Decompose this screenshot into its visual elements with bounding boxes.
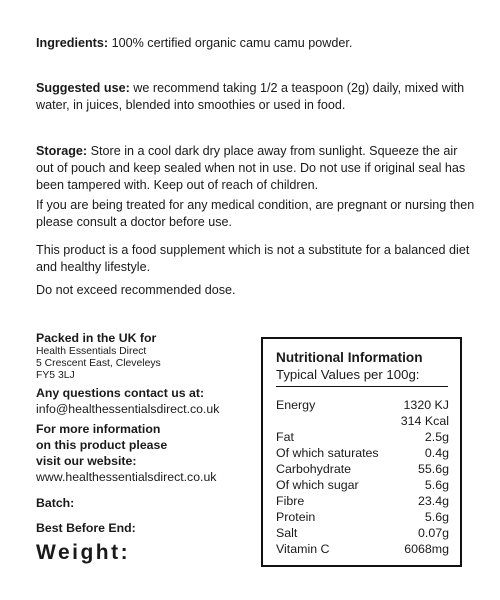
nutrient-value: 55.6g — [417, 462, 449, 476]
website-info — [36, 421, 256, 485]
nutrient-value: 23.4g — [417, 494, 449, 508]
website-url[interactable]: www.healthessentialsdirect.co.uk — [36, 470, 217, 484]
nutrition-row-sugar — [276, 477, 449, 493]
nutrition-row-vitamin-c — [276, 541, 449, 557]
nutrient-name: Fat — [276, 430, 294, 444]
ingredients-label: Ingredients: — [36, 36, 109, 50]
nutrient-name: Vitamin C — [276, 542, 330, 556]
contact-info — [36, 385, 256, 417]
nutrition-row-saturates — [276, 445, 449, 461]
nutrition-row-protein — [276, 509, 449, 525]
batch-label: Batch: — [36, 496, 75, 510]
suggested-use-paragraph — [36, 80, 476, 114]
nutrient-value: 5.6g — [424, 510, 449, 524]
best-before-label: Best Before End: — [36, 521, 136, 535]
nutrient-value: 0.07g — [417, 526, 449, 540]
packer-address: 5 Crescent East, Cleveleys — [36, 358, 161, 369]
nutrition-row-energy-kj — [276, 397, 449, 413]
nutrient-name: Carbohydrate — [276, 462, 352, 476]
nutrition-subtitle: Typical Values per 100g: — [276, 367, 420, 382]
supplement-notice: This product is a food supplement which is not a substitute for a balanced diet and healthy lifestyle. — [36, 243, 470, 274]
nutrition-title: Nutritional Information — [276, 350, 423, 365]
packer-company: Health Essentials Direct — [36, 346, 147, 357]
nutrient-value: 314 Kcal — [400, 414, 449, 428]
weight-label: Weight: — [36, 541, 131, 564]
nutrient-value: 6068mg — [404, 542, 449, 556]
storage-text: Store in a cool dark dry place away from sunlight. Squeeze the air out of pouch and keep sealed when not in use. Do not use if original seal has been tampered with. Keep out of reach of children. — [36, 144, 466, 192]
contact-email[interactable]: info@healthessentialsdirect.co.uk — [36, 402, 220, 416]
storage-paragraph — [36, 143, 476, 194]
contact-heading: Any questions contact us at: — [36, 386, 205, 400]
nutrient-value: 2.5g — [424, 430, 449, 444]
nutrition-row-energy-kcal — [276, 413, 449, 429]
nutrition-divider — [276, 386, 448, 387]
nutrient-value: 5.6g — [424, 478, 449, 492]
nutrient-name: Salt — [276, 526, 298, 540]
nutrition-row-fat — [276, 429, 449, 445]
nutrient-name: Energy — [276, 398, 316, 412]
suggested-use-label: Suggested use: — [36, 81, 130, 95]
nutrition-row-salt — [276, 525, 449, 541]
packer-info — [36, 330, 256, 382]
website-heading-3: visit our website: — [36, 454, 137, 468]
nutrient-name: Protein — [276, 510, 316, 524]
website-heading-2: on this product please — [36, 438, 168, 452]
suggested-use-text: we recommend taking 1/2 a teaspoon (2g) daily, mixed with water, in juices, blended into smoothies or used in food. — [36, 81, 465, 112]
packer-postcode: FY5 3LJ — [36, 370, 75, 381]
ingredients-paragraph — [36, 35, 476, 52]
storage-label: Storage: — [36, 144, 88, 158]
ingredients-text: 100% certified organic camu camu powder. — [108, 36, 353, 50]
packer-heading: Packed in the UK for — [36, 331, 157, 345]
nutrition-panel — [261, 337, 462, 567]
nutrient-name: Of which sugar — [276, 478, 359, 492]
nutrition-row-carbohydrate — [276, 461, 449, 477]
website-heading-1: For more information — [36, 422, 161, 436]
dose-warning: Do not exceed recommended dose. — [36, 283, 236, 297]
nutrient-name: Fibre — [276, 494, 305, 508]
nutrient-name: Of which saturates — [276, 446, 379, 460]
nutrient-value: 0.4g — [424, 446, 449, 460]
nutrient-value: 1320 KJ — [403, 398, 449, 412]
nutrition-row-fibre — [276, 493, 449, 509]
medical-warning: If you are being treated for any medical condition, are pregnant or nursing then please consult a doctor before use. — [36, 198, 475, 229]
